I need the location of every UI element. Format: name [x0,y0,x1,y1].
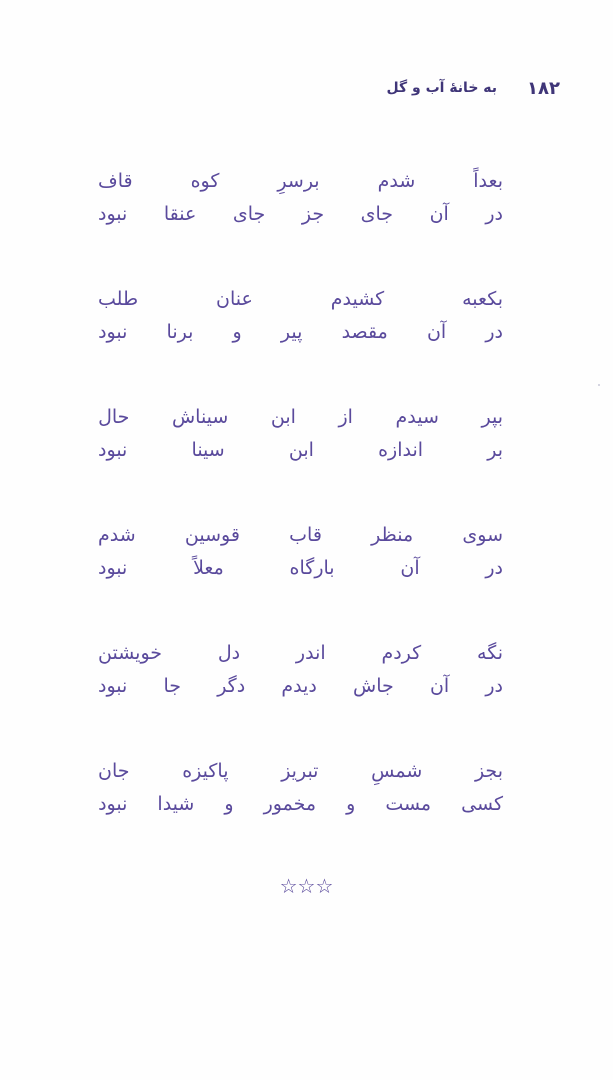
verse-word: شمسِ [371,760,423,782]
verse-word: مقصد [341,321,388,343]
verse-word: معلاً [193,557,224,579]
stanza [98,755,503,873]
verse-word: در [485,203,503,225]
verse-word: نبود [98,675,128,697]
scan-speck [598,384,600,386]
verse-line [98,670,503,703]
verse-word: منظر [371,524,414,546]
verse-word: برنا [166,321,194,343]
verse-line [98,283,503,316]
verse-line [98,519,503,552]
verse-word: و [232,321,242,343]
verse-word: سوی [462,524,503,546]
verse-word: آن [429,203,449,225]
verse-word: بکعبه [462,288,503,310]
verse-word: جان [98,760,130,782]
verse-word: قاف [98,170,133,192]
verse-word: حال [98,406,130,428]
verse-word: پاکیزه [182,760,229,782]
verse-word: بارگاه [289,557,335,579]
verse-word: سیناش [171,406,229,428]
verse-word: عنان [216,288,253,310]
verse-word: کردم [381,642,422,664]
verse-word: و [224,793,234,815]
stanza [98,401,503,519]
verse-line [98,198,503,231]
stanza [98,165,503,283]
verse-word: در [485,675,503,697]
verse-line [98,552,503,585]
stanza [98,519,503,637]
verse-word: پیر [280,321,303,343]
verse-line [98,637,503,670]
verse-word: سینا [191,439,225,461]
verse-line [98,434,503,467]
verse-word: جای [360,203,394,225]
verse-word: دل [217,642,241,664]
poem [98,165,503,873]
verse-word: و [346,793,356,815]
verse-word: بر [487,439,503,461]
verse-word: اندازه [378,439,424,461]
verse-word: آن [426,321,447,343]
verse-line [98,755,503,788]
verse-word: جای [232,203,266,225]
verse-word: برسرِ [277,170,320,192]
verse-word: نبود [98,321,128,343]
verse-line [98,165,503,198]
verse-word: در [485,557,503,579]
verse-line [98,316,503,349]
verse-word: نبود [98,557,128,579]
verse-word: عنقا [163,203,197,225]
verse-word: در [485,321,503,343]
running-head: به خانهٔ آب و گل [386,80,498,96]
verse-word: کشیدم [330,288,385,310]
verse-word: بجز [474,760,503,782]
verse-word: نبود [98,439,128,461]
verse-word: خویشتن [98,642,163,664]
verse-word: بعداً [473,170,503,192]
verse-word: شدم [98,524,136,546]
page-number: ۱۸۲ [527,77,560,99]
stanza [98,637,503,755]
verse-word: از [338,406,353,428]
verse-word: کوه [190,170,220,192]
verse-word: قاب [289,524,322,546]
verse-line [98,401,503,434]
verse-word: جز [301,203,325,225]
verse-word: آن [429,675,450,697]
verse-word: نگه [477,642,503,664]
verse-word: دگر [217,675,246,697]
verse-word: ابن [288,439,314,461]
verse-word: دیدم [281,675,317,697]
verse-word: شدم [377,170,416,192]
verse-word: قوسین [184,524,240,546]
verse-word: سیدم [395,406,439,428]
stanza [98,283,503,401]
verse-line [98,788,503,821]
section-separator-stars: ☆☆☆ [279,874,334,898]
verse-word: نبود [98,203,128,225]
verse-word: نبود [98,793,128,815]
verse-word: مخمور [263,793,317,815]
verse-word: ابن [270,406,296,428]
verse-word: بپر [481,406,503,428]
verse-word: کسی [461,793,503,815]
page-header [380,76,560,100]
verse-word: طلب [98,288,139,310]
verse-word: شیدا [157,793,195,815]
verse-word: مست [385,793,432,815]
verse-word: اندر [295,642,326,664]
verse-word: آن [400,557,420,579]
verse-word: تبریز [281,760,319,782]
verse-word: جا [163,675,182,697]
verse-word: جاش [353,675,394,697]
